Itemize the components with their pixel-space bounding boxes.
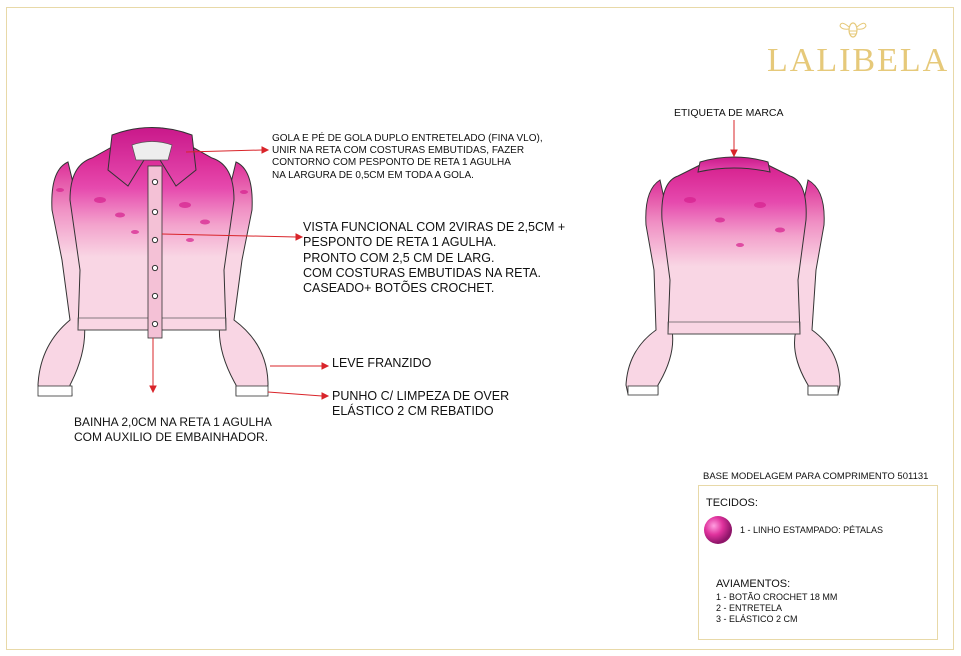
front-right-cuff [236,386,268,396]
fabric-swatch [704,516,732,544]
placket-note: VISTA FUNCIONAL COM 2VIRAS DE 2,5CM + PESPONTO DE RETA 1 AGULHA. PRONTO COM 2,5 CM DE LARG. COM COSTURAS EMBUTIDAS NA RETA. CASEADO+ BOTÕES CROCHET. [303,220,566,295]
trim-item: 1 - BOTÃO CROCHET 18 MM [716,592,838,602]
back-body [662,165,806,334]
tech-sheet-title: BASE MODELAGEM PARA COMPRIMENTO 501131 [703,471,929,482]
trims-label: AVIAMENTOS: [716,578,791,590]
hem-note: BAINHA 2,0CM NA RETA 1 AGULHA COM AUXILIO DE EMBAINHADOR. [74,415,272,444]
trim-item: 3 - ELÁSTICO 2 CM [716,614,798,624]
fabrics-label: TECIDOS: [706,497,758,509]
cuff-note: PUNHO C/ LIMPEZA DE OVER ELÁSTICO 2 CM REBATIDO [332,389,510,419]
back-left-cuff [628,386,658,395]
front-left-cuff [38,386,72,396]
trim-item: 2 - ENTRETELA [716,603,783,613]
brand-logo: LALIBELA [767,42,950,79]
collar-note: GOLA E PÉ DE GOLA DUPLO ENTRETELADO (FINA VLO), UNIR NA RETA COM COSTURAS EMBUTIDAS, FAZER CONTORNO COM PESPONTO DE RETA 1 AGULHA NA LARGURA DE 0,5CM EM TODA A GOLA. [272,133,543,181]
brand-label-note: ETIQUETA DE MARCA [674,107,784,119]
fabric-item: 1 - LINHO ESTAMPADO: PÉTALAS [740,525,884,535]
gather-note: LEVE FRANZIDO [332,356,432,370]
back-view [626,157,840,395]
back-right-cuff [808,386,838,395]
front-placket [148,166,162,338]
